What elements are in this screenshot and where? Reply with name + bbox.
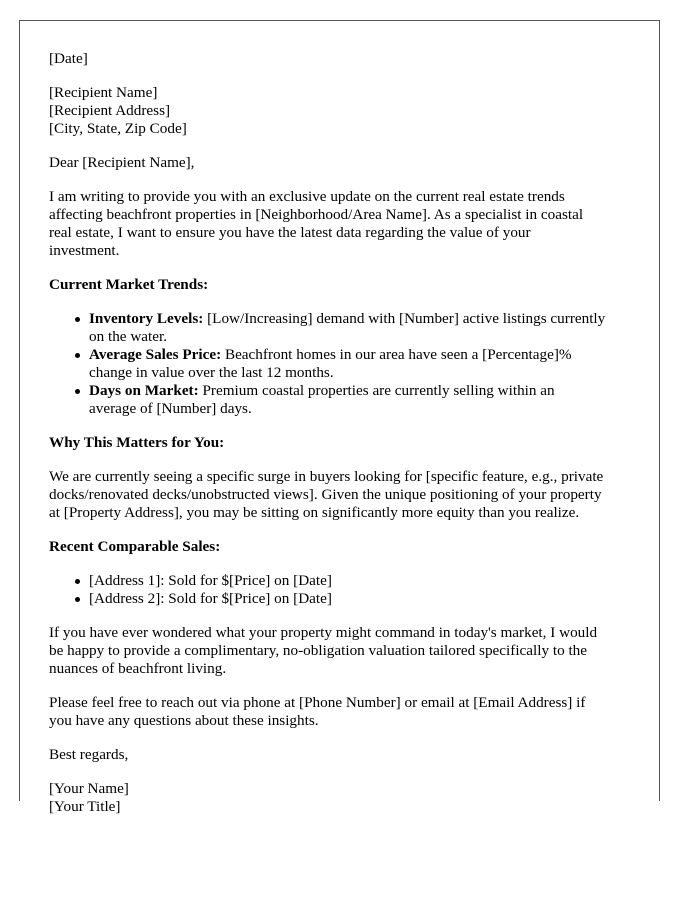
valuation-line: be happy to provide a complimentary, no-obligation valuation tailored specifically to the (49, 642, 588, 659)
letter-content (49, 50, 641, 816)
letter-date: [Date] (49, 50, 88, 67)
valuation-offer-paragraph (49, 624, 641, 678)
why-matters-line: at [Property Address], you may be sitting on significantly more equity than you realize. (49, 504, 580, 521)
list-item-text: change in value over the last 12 months. (89, 364, 334, 381)
valuation-line: nuances of beachfront living. (49, 660, 227, 677)
list-item-label: Inventory Levels: (89, 310, 204, 327)
intro-line: investment. (49, 242, 120, 259)
letter-page (19, 20, 660, 815)
recipient-city-state-zip: [City, State, Zip Code] (49, 120, 187, 137)
recipient-address: [Recipient Address] (49, 102, 171, 119)
intro-line: I am writing to provide you with an exclusive update on the current real estate trends (49, 188, 565, 205)
comparable-sales-heading: Recent Comparable Sales: (49, 538, 221, 555)
list-item (89, 590, 641, 608)
signature-name: [Your Name] (49, 780, 129, 797)
market-trends-list (49, 310, 641, 418)
list-item-label: Days on Market: (89, 382, 199, 399)
list-item-text: Beachfront homes in our area have seen a [Percentage]% (221, 346, 572, 363)
closing: Best regards, (49, 746, 129, 763)
why-matters-heading: Why This Matters for You: (49, 434, 225, 451)
list-item-label: Average Sales Price: (89, 346, 222, 363)
comparable-sales-list (49, 572, 641, 608)
why-matters-line: docks/renovated decks/unobstructed views]. Given the unique positioning of your property (49, 486, 602, 503)
contact-line: you have any questions about these insights. (49, 712, 319, 729)
list-item (89, 382, 641, 418)
valuation-line: If you have ever wondered what your property might command in today's market, I would (49, 624, 598, 641)
intro-line: real estate, I want to ensure you have the latest data regarding the value of your (49, 224, 531, 241)
list-item (89, 346, 641, 382)
why-matters-paragraph (49, 468, 641, 522)
intro-paragraph (49, 188, 641, 260)
intro-line: affecting beachfront properties in [Neighborhood/Area Name]. As a specialist in coastal (49, 206, 584, 223)
list-item-text: [Low/Increasing] demand with [Number] active listings currently (203, 310, 606, 327)
list-item-text: [Address 1]: Sold for $[Price] on [Date] (89, 572, 332, 589)
market-trends-heading: Current Market Trends: (49, 276, 209, 293)
list-item-text: Premium coastal properties are currently selling within an (198, 382, 555, 399)
recipient-name: [Recipient Name] (49, 84, 158, 101)
list-item-text: on the water. (89, 328, 168, 345)
list-item (89, 572, 641, 590)
signature-title: [Your Title] (49, 798, 121, 815)
why-matters-line: We are currently seeing a specific surge in buyers looking for [specific feature, e.g., private (49, 468, 604, 485)
contact-paragraph (49, 694, 641, 730)
contact-line: Please feel free to reach out via phone at [Phone Number] or email at [Email Address] if (49, 694, 586, 711)
list-item-text: average of [Number] days. (89, 400, 252, 417)
list-item (89, 310, 641, 346)
list-item-text: [Address 2]: Sold for $[Price] on [Date] (89, 590, 332, 607)
signature-block (49, 780, 641, 816)
recipient-block (49, 84, 641, 138)
salutation: Dear [Recipient Name], (49, 154, 195, 171)
